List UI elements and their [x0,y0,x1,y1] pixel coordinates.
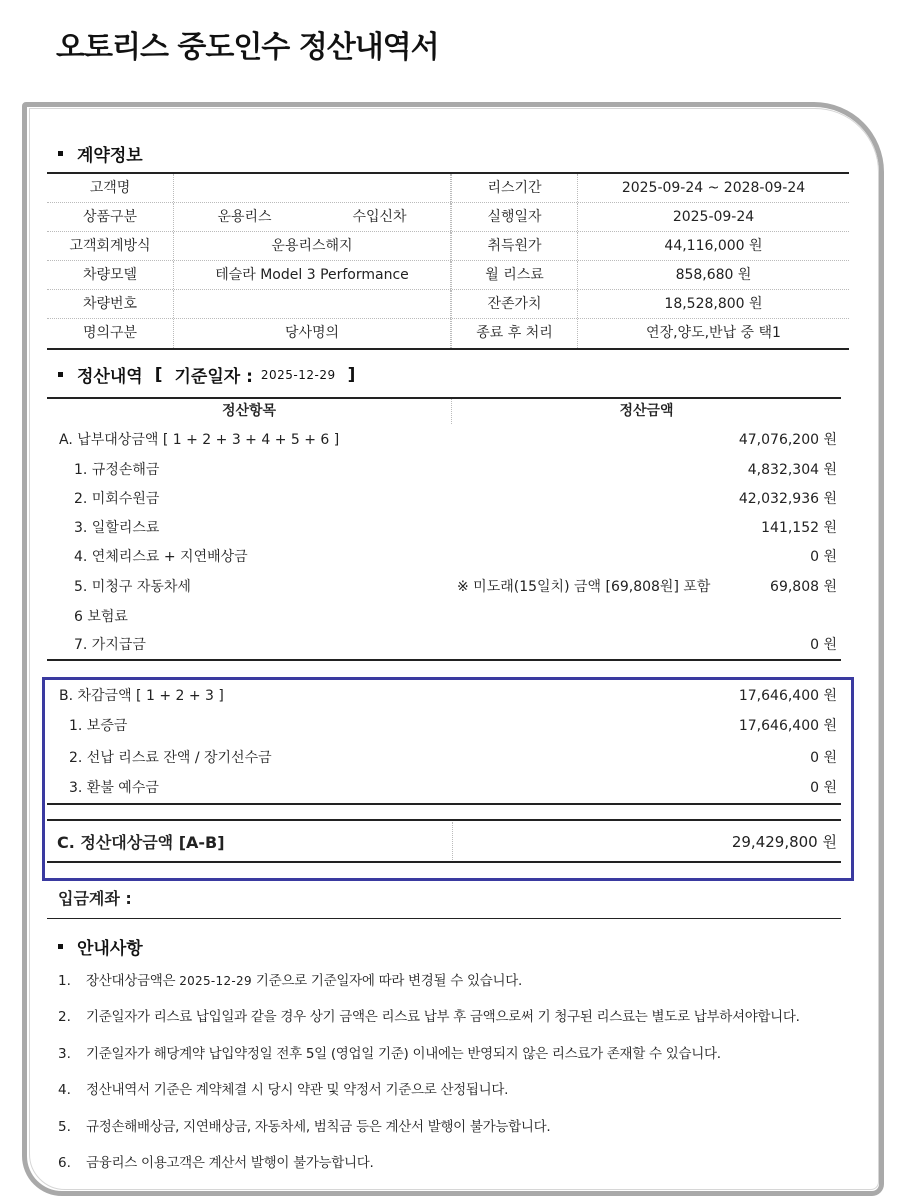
total-b-row: B. 차감금액 [ 1 + 2 + 3 ] 17,646,400 원 [59,687,837,704]
bullet-icon [58,372,63,377]
bullet-icon [58,944,63,949]
divider [47,803,841,805]
tax-note: ※ 미도래(15일치) 금액 [69,808원] 포함 [457,578,711,595]
table-row: 1. 규정손해금 4,832,304 원 [74,461,837,478]
settlement-heading: 정산내역 [ 기준일자 : 2025-12-29 ] [58,362,355,387]
total-a-row: A. 납부대상금액 [ 1 + 2 + 3 + 4 + 5 + 6 ] 47,076,200 원 [59,431,837,448]
list-item: 1. 장산대상금액은 2025-12-29 기준으로 기준일자에 따라 변경될 수 있습니다. [58,973,522,989]
settlement-table-header: 정산항목 정산금액 [47,397,841,424]
table-row: 차량모델 테슬라 Model 3 Performance 월 리스료 858,680 원 [47,261,849,290]
list-item: 6. 금융리스 이용고객은 계산서 발행이 불가능합니다. [58,1154,374,1171]
notice-list [58,966,848,1184]
divider [47,861,841,863]
table-row: 4. 연체리스료 + 지연배상금 0 원 [74,548,837,565]
list-item: 5. 규정손해배상금, 지연배상금, 자동차세, 범칙금 등은 계산서 발행이 불가능합니다. [58,1118,551,1135]
total-c-row: C. 정산대상금액 [A-B] 29,429,800 원 [57,832,837,852]
divider [47,918,841,919]
contract-info-heading: 계약정보 [58,141,143,166]
table-row: 상품구분 운용리스 수입신차 실행일자 2025-09-24 [47,203,849,232]
divider [47,819,841,821]
bullet-icon [58,151,63,156]
notices-heading: 안내사항 [58,934,143,959]
page-title: 오토리스 중도인수 정산내역서 [56,30,439,65]
table-row: 3. 환불 예수금 0 원 [69,779,837,796]
base-date: 2025-12-29 [260,367,336,382]
table-row: 3. 일할리스료 141,152 원 [74,519,837,536]
column-divider [452,822,453,860]
contract-info-table [47,172,849,350]
table-row: 고객회계방식 운용리스해지 취득원가 44,116,000 원 [47,232,849,261]
list-item: 4. 정산내역서 기준은 계약체결 시 당시 약관 및 약정서 기준으로 산정됩니다. [58,1082,509,1099]
table-row: 6 보험료 [74,608,128,625]
deposit-account-label: 입금계좌 : [58,889,132,908]
table-row: 5. 미청구 자동차세 ※ 미도래(15일치) 금액 [69,808원] 포함 69,808 원 [47,571,841,600]
table-row: 차량번호 잔존가치 18,528,800 원 [47,290,849,319]
table-row: 2. 선납 리스료 잔액 / 장기선수금 0 원 [69,749,837,766]
divider [47,659,841,661]
table-row: 고객명 리스기간 2025-09-24 ~ 2028-09-24 [47,174,849,203]
table-row: 1. 보증금 17,646,400 원 [69,717,837,734]
list-item: 3. 기준일자가 해당계약 납입약정일 전후 5일 (영업일 기준) 이내에는 반영되지 않은 리스료가 존재할 수 있습니다. [58,1045,721,1062]
list-item: 2. 기준일자가 리스료 납입일과 같을 경우 상기 금액은 리스료 납부 후 금액으로써 기 청구된 리스료는 별도로 납부하셔야합니다. [58,1009,800,1026]
table-row: 7. 가지급금 0 원 [74,636,837,653]
table-row: 2. 미회수원금 42,032,936 원 [74,490,837,507]
table-row: 명의구분 당사명의 종료 후 처리 연장,양도,반납 중 택1 [47,319,849,348]
